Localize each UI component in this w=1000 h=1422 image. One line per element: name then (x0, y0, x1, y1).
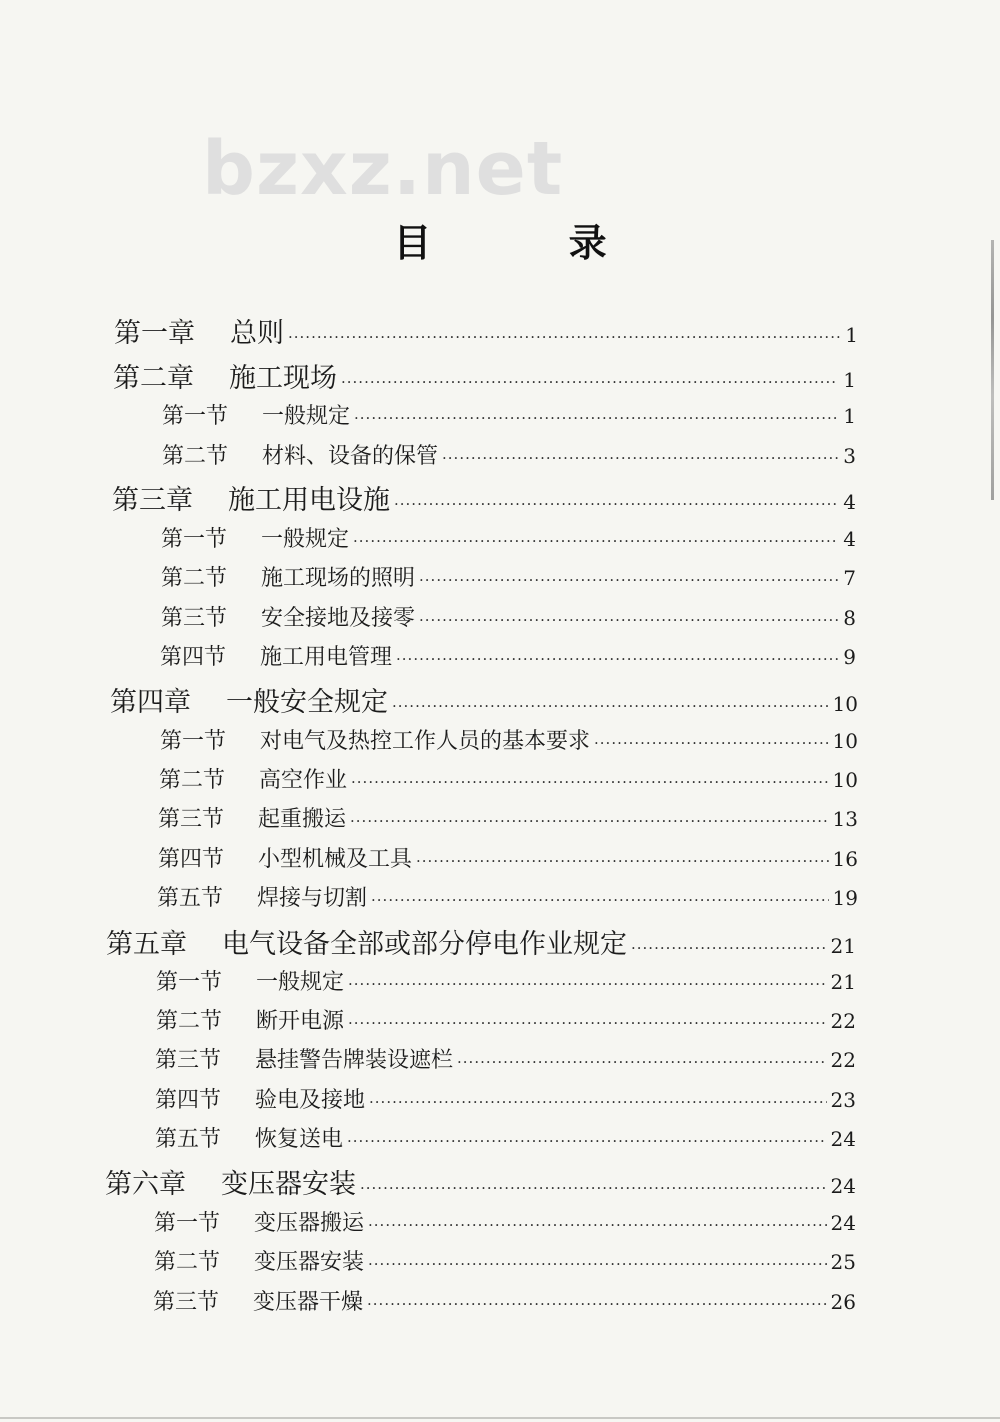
dot-leader (419, 611, 838, 629)
page-number: 21 (830, 970, 856, 994)
section-number: 第一节 (156, 970, 223, 995)
section-title: 一般规定 (262, 404, 351, 429)
scan-edge-mark (991, 240, 994, 500)
toc-section (160, 640, 856, 671)
section-title: 悬挂警告牌装设遮栏 (255, 1048, 454, 1073)
section-number: 第二节 (159, 768, 226, 793)
toc-section (158, 802, 858, 833)
page-number: 10 (832, 692, 858, 716)
section-title: 变压器搬运 (254, 1211, 365, 1236)
dot-leader (350, 812, 829, 830)
section-number: 第四节 (155, 1088, 222, 1113)
page-number: 4 (843, 527, 856, 551)
dot-leader (341, 373, 838, 391)
page-number: 13 (832, 807, 858, 831)
section-title: 验电及接地 (255, 1088, 366, 1113)
section-number: 第四节 (158, 847, 225, 872)
section-title: 安全接地及接零 (261, 606, 416, 631)
section-number: 第三节 (158, 807, 225, 832)
dot-leader (367, 1295, 827, 1313)
toc-section (161, 601, 856, 632)
section-title: 高空作业 (259, 768, 348, 793)
dot-leader (353, 532, 838, 550)
dot-leader (347, 1132, 827, 1150)
page-number: 24 (830, 1174, 856, 1198)
toc-section (162, 399, 856, 430)
toc-section (155, 1043, 856, 1074)
toc-section (156, 1004, 856, 1035)
toc-section (153, 1285, 856, 1316)
dot-leader (288, 328, 840, 346)
section-title: 恢复送电 (255, 1127, 344, 1152)
page-number: 1 (843, 368, 856, 392)
dot-leader (396, 650, 838, 668)
toc-chapter (113, 356, 856, 395)
dot-leader (354, 409, 838, 427)
dot-leader (348, 1014, 827, 1032)
chapter-number: 第三章 (112, 485, 193, 516)
section-title: 一般规定 (261, 527, 350, 552)
chapter-title: 施工现场 (229, 363, 337, 394)
toc-section (161, 522, 856, 553)
page-number: 23 (830, 1088, 856, 1112)
page-title: 目 录 (393, 221, 669, 265)
section-number: 第一节 (160, 729, 227, 754)
section-title: 变压器安装 (254, 1250, 365, 1275)
section-number: 第三节 (161, 606, 228, 631)
section-title: 焊接与切割 (257, 886, 368, 911)
dot-leader (369, 1093, 827, 1111)
chapter-title: 总则 (230, 318, 284, 349)
page-number: 24 (830, 1127, 856, 1151)
page-number: 21 (830, 934, 856, 958)
page-number: 8 (843, 606, 856, 630)
toc-chapter (105, 1162, 856, 1201)
toc-section (158, 842, 858, 873)
chapter-number: 第四章 (110, 687, 191, 718)
section-title: 断开电源 (256, 1009, 345, 1034)
section-number: 第一节 (162, 404, 229, 429)
section-number: 第三节 (153, 1290, 220, 1315)
section-title: 施工用电管理 (260, 645, 393, 670)
dot-leader (392, 697, 829, 715)
dot-leader (368, 1255, 827, 1273)
toc-section (159, 763, 858, 794)
page-number: 16 (832, 847, 858, 871)
section-number: 第一节 (161, 527, 228, 552)
page-number: 22 (830, 1009, 856, 1033)
toc-section (156, 965, 856, 996)
chapter-title: 变压器安装 (221, 1169, 356, 1200)
page-number: 26 (830, 1290, 856, 1314)
page-number: 19 (832, 886, 858, 910)
toc-section (154, 1206, 856, 1237)
dot-leader (351, 773, 829, 791)
section-number: 第四节 (160, 645, 227, 670)
page-number: 9 (843, 645, 856, 669)
section-number: 第五节 (157, 886, 224, 911)
watermark: bzxz.net (202, 126, 564, 212)
chapter-number: 第五章 (106, 929, 187, 960)
section-title: 对电气及热控工作人员的基本要求 (260, 729, 591, 754)
dot-leader (368, 1216, 827, 1234)
page-number: 10 (832, 768, 858, 792)
page-number: 24 (830, 1211, 856, 1235)
toc-section (157, 881, 858, 912)
page-number: 3 (843, 444, 856, 468)
section-number: 第一节 (154, 1211, 221, 1236)
page-bottom-border (0, 1417, 1000, 1419)
dot-leader (594, 734, 829, 752)
page-number: 7 (843, 566, 856, 590)
dot-leader (371, 891, 829, 909)
section-title: 起重搬运 (258, 807, 347, 832)
chapter-number: 第六章 (105, 1169, 186, 1200)
chapter-number: 第一章 (114, 318, 195, 349)
section-number: 第三节 (155, 1048, 222, 1073)
page-number: 1 (843, 404, 856, 428)
page-number: 25 (830, 1250, 856, 1274)
dot-leader (394, 495, 838, 513)
section-number: 第二节 (161, 566, 228, 591)
toc-section (155, 1122, 856, 1153)
toc-chapter (112, 478, 856, 517)
section-title: 施工现场的照明 (261, 566, 416, 591)
page-number: 4 (843, 490, 856, 514)
toc-chapter (110, 680, 858, 719)
dot-leader (416, 852, 829, 870)
dot-leader (348, 975, 827, 993)
toc-section (154, 1245, 856, 1276)
section-number: 第二节 (162, 444, 229, 469)
page-number: 22 (830, 1048, 856, 1072)
section-number: 第二节 (156, 1009, 223, 1034)
toc-section (160, 724, 858, 755)
chapter-title: 施工用电设施 (228, 485, 390, 516)
dot-leader (457, 1053, 827, 1071)
dot-leader (442, 449, 838, 467)
section-number: 第五节 (155, 1127, 222, 1152)
section-title: 一般规定 (256, 970, 345, 995)
toc-chapter (106, 922, 856, 961)
toc-section (155, 1083, 856, 1114)
dot-leader (360, 1179, 827, 1197)
page-number: 10 (832, 729, 858, 753)
section-title: 变压器干燥 (253, 1290, 364, 1315)
chapter-title: 一般安全规定 (226, 687, 388, 718)
chapter-title: 电气设备全部或部分停电作业规定 (222, 929, 627, 960)
dot-leader (419, 571, 838, 589)
dot-leader (631, 939, 827, 957)
toc-section (161, 561, 856, 592)
toc-section (162, 439, 856, 470)
section-title: 小型机械及工具 (258, 847, 413, 872)
page-number: 1 (845, 323, 858, 347)
toc-chapter (114, 311, 858, 350)
section-title: 材料、设备的保管 (262, 444, 439, 469)
chapter-number: 第二章 (113, 363, 194, 394)
section-number: 第二节 (154, 1250, 221, 1275)
